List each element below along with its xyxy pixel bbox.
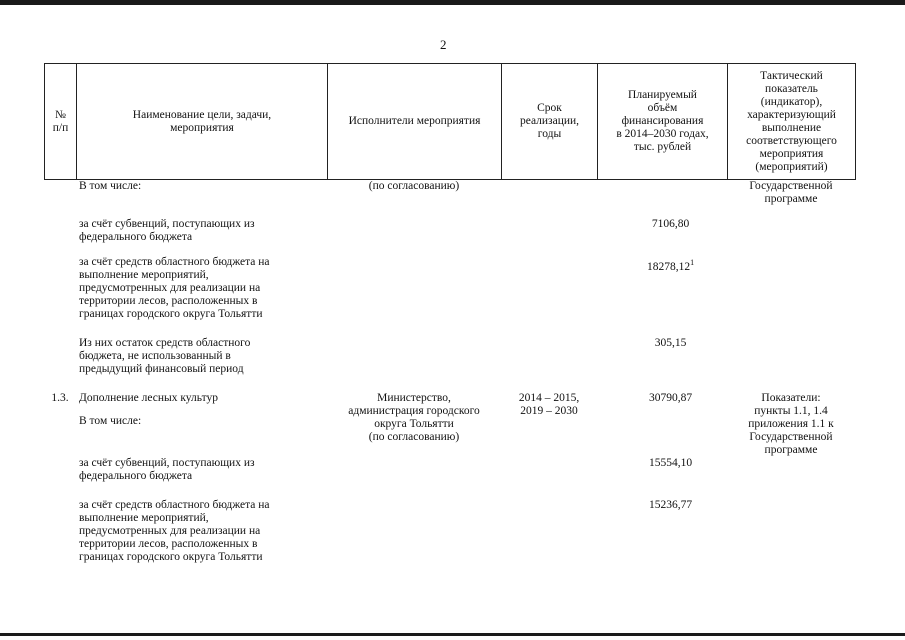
row-name: за счёт субвенций, поступающих из федерального бюджета <box>79 457 255 482</box>
header-funding: Планируемый объём финансирования в 2014–2030 годах, тыс. рублей <box>598 64 728 180</box>
table-header <box>44 63 856 180</box>
amount-value: 18278,12 <box>646 260 691 273</box>
header-name: Наименование цели, задачи, мероприятия <box>77 64 328 180</box>
row-name: В том числе: <box>79 180 142 192</box>
header-term: Срок реализации, годы <box>502 64 598 180</box>
row-name: за счёт субвенций, поступающих из федерального бюджета <box>79 218 255 243</box>
row-name: за счёт средств областного бюджета на выполнение мероприятий, предусмотренных для реализации на территории лесов, расположенных в границах городского округа Тольятти <box>79 256 270 320</box>
table-body <box>44 180 855 564</box>
row-name-main: Дополнение лесных культур <box>79 392 218 404</box>
footnote-mark: 1 <box>690 258 695 267</box>
table-row <box>44 499 855 564</box>
row-num: 1.3. <box>51 392 69 404</box>
row-name: за счёт средств областного бюджета на выполнение мероприятий, предусмотренных для реализации на территории лесов, расположенных в границах городского округа Тольятти <box>79 499 270 563</box>
row-indicator: Показатели: пункты 1.1, 1.4 приложения 1.1 к Государственной программе <box>748 392 834 456</box>
row-amount: 30790,87 <box>648 392 693 404</box>
table-row <box>44 392 855 457</box>
row-amount: 305,15 <box>654 337 687 349</box>
row-executors: (по согласованию) <box>368 180 460 192</box>
header-executors: Исполнители мероприятия <box>328 64 502 180</box>
scan-top-edge <box>0 0 905 5</box>
header-row <box>45 64 856 180</box>
row-executors: Министерство, администрация городского округа Тольятти (по согласованию) <box>348 392 480 443</box>
row-amount: 15236,77 <box>648 499 693 511</box>
scan-bottom-edge <box>0 633 905 636</box>
table-row <box>44 457 855 483</box>
row-amount: 7106,80 <box>651 218 690 230</box>
page-number: 2 <box>440 37 447 52</box>
table-row <box>44 218 855 244</box>
row-amount: 15554,10 <box>648 457 693 469</box>
table-row <box>44 256 855 321</box>
row-indicator: Государственной программе <box>749 180 833 205</box>
row-name: Из них остаток средств областного бюджета, не использованный в предыдущий финансовый период <box>79 337 251 375</box>
row-amount <box>597 256 727 321</box>
row-name <box>76 392 327 457</box>
row-term: 2014 – 2015, 2019 – 2030 <box>518 392 580 417</box>
row-name-sub: В том числе: <box>79 415 142 427</box>
header-num: № п/п <box>45 64 77 180</box>
header-indicator: Тактический показатель (индикатор), характеризующий выполнение соответствующего мероприятия (мероприятий) <box>728 64 856 180</box>
table-row <box>44 180 855 206</box>
table-row <box>44 337 855 376</box>
